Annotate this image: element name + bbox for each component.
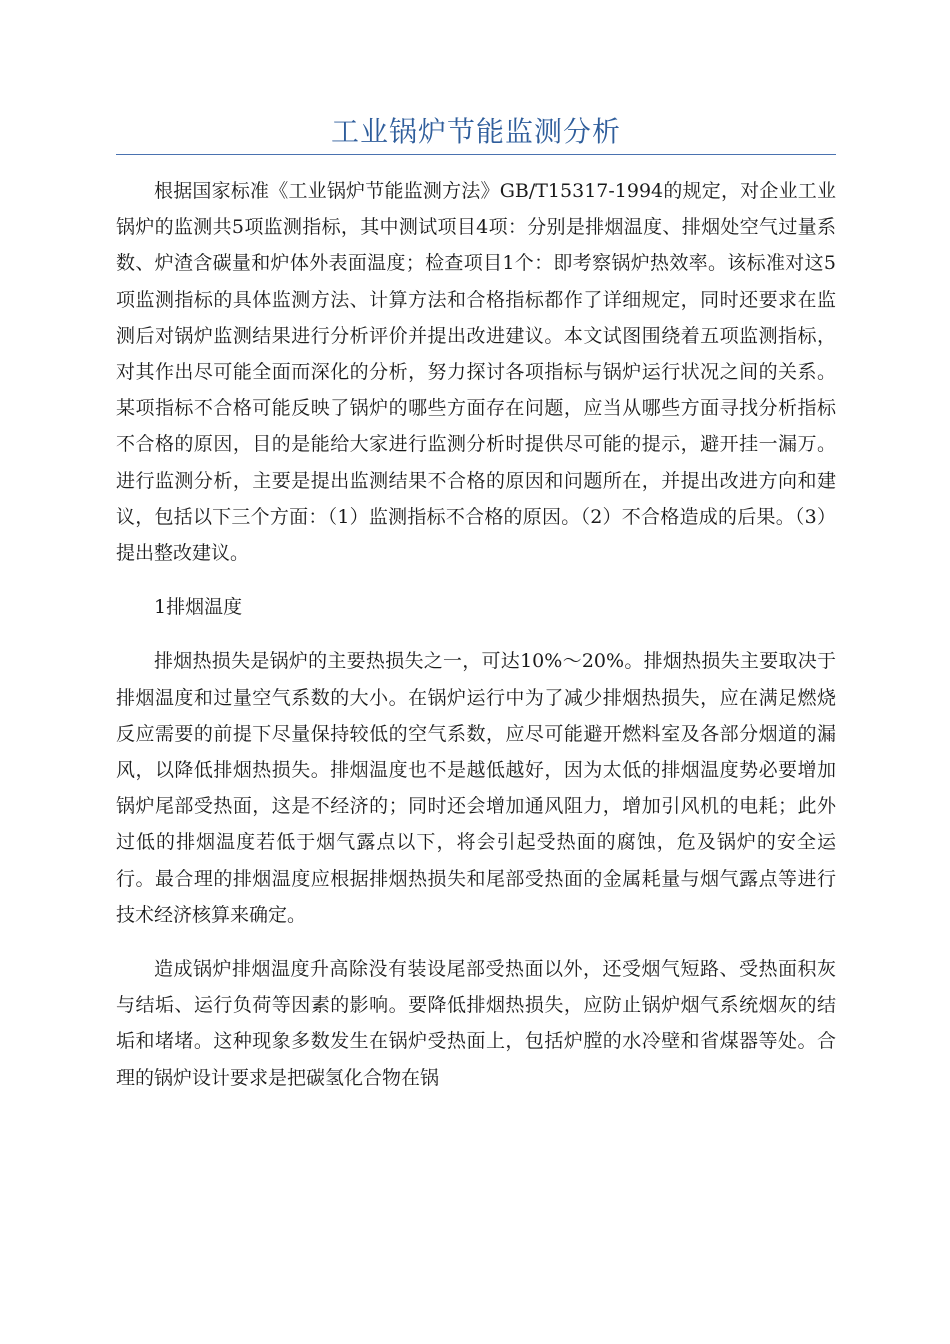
- paragraph-exhaust-causes: 造成锅炉排烟温度升高除没有装设尾部受热面以外，还受烟气短路、受热面积灰与结垢、运行负荷等因素的影响。要降低排烟热损失，应防止锅炉烟气系统烟灰的结垢和堵堵。这种现象多数发生在锅炉受热面上，包括炉膛的水冷壁和省煤器等处。合理的锅炉设计要求是把碳氢化合物在锅: [116, 958, 836, 1089]
- paragraph-intro: 根据国家标准《工业锅炉节能监测方法》GB/T15317-1994的规定，对企业工业锅炉的监测共5项监测指标，其中测试项目4项：分别是排烟温度、排烟处空气过量系数、炉渣含碳量和炉体外表面温度；检查项目1个：即考察锅炉热效率。该标准对这5项监测指标的具体监测方法、计算方法和合格指标都作了详细规定，同时还要求在监测后对锅炉监测结果进行分析评价并提出改进建议。本文试图围绕着五项监测指标，对其作出尽可能全面而深化的分析，努力探讨各项指标与锅炉运行状况之间的关系。某项指标不合格可能反映了锅炉的哪些方面存在问题，应当从哪些方面寻找分析指标不合格的原因，目的是能给大家进行监测分析时提供尽可能的提示，避开挂一漏万。进行监测分析，主要是提出监测结果不合格的原因和问题所在，并提出改进方向和建议，包括以下三个方面：（1）监测指标不合格的原因。（2）不合格造成的后果。（3）提出整改建议。: [116, 180, 836, 565]
- title-underline: [116, 154, 836, 155]
- document-page: [116, 0, 836, 1096]
- document-body: [116, 173, 836, 1096]
- section-heading-exhaust-temperature: 1排烟温度: [154, 596, 243, 619]
- document-title: 工业锅炉节能监测分析: [330, 115, 621, 148]
- paragraph-exhaust-loss: 排烟热损失是锅炉的主要热损失之一，可达10%～20%。排烟热损失主要取决于排烟温度和过量空气系数的大小。在锅炉运行中为了减少排烟热损失，应在满足燃烧反应需要的前提下尽量保持较低的空气系数，应尽可能避开燃料室及各部分烟道的漏风，以降低排烟热损失。排烟温度也不是越低越好，因为太低的排烟温度势必要增加锅炉尾部受热面，这是不经济的；同时还会增加通风阻力，增加引风机的电耗；此外过低的排烟温度若低于烟气露点以下，将会引起受热面的腐蚀，危及锅炉的安全运行。最合理的排烟温度应根据排烟热损失和尾部受热面的金属耗量与烟气露点等进行技术经济核算来确定。: [116, 650, 836, 926]
